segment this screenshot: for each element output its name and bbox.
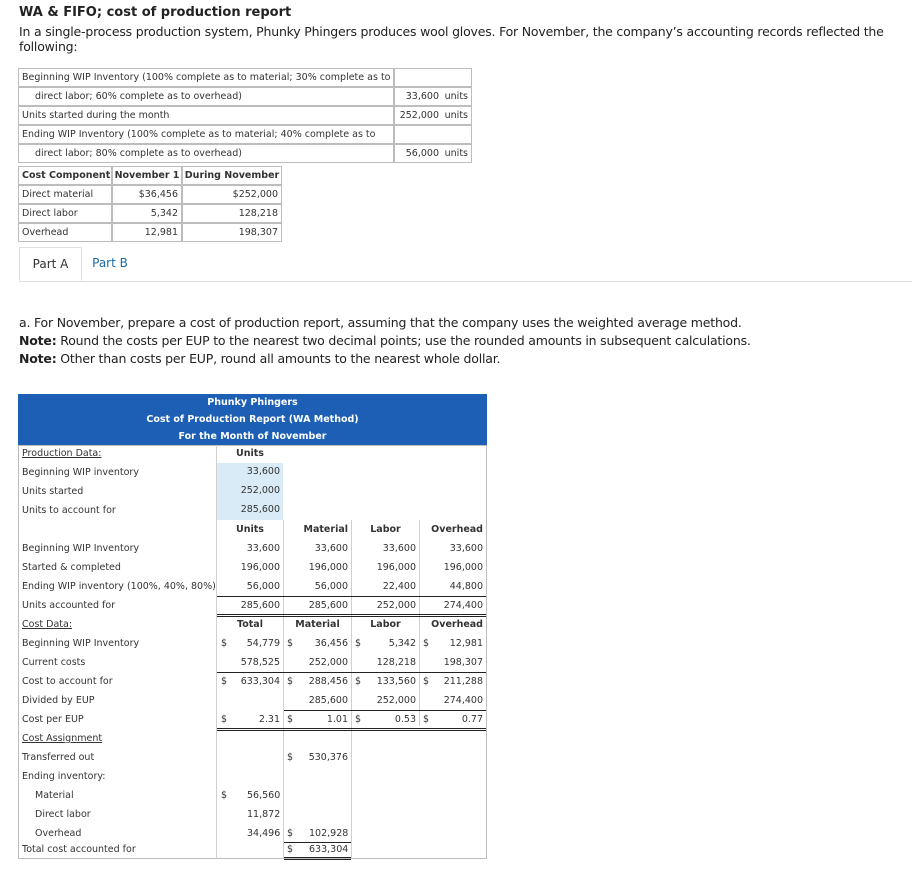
overhead-input[interactable]: 12,981 (449, 638, 483, 649)
cost-assignment-label: Cost Assignment (22, 733, 103, 744)
eup-material-input[interactable]: 33,600 (314, 543, 348, 554)
overhead-input[interactable]: 274,400 (443, 695, 483, 706)
ending-labor-label: Direct labor (35, 809, 91, 820)
eup-row-label: Beginning WIP Inventory (22, 543, 140, 554)
dollar-sign: $ (287, 828, 294, 839)
dollar-sign: $ (355, 714, 362, 725)
account-for-units-input[interactable]: 285,600 (217, 501, 283, 520)
dollar-sign: $ (287, 676, 294, 687)
cost-row-label: Divided by EUP (22, 695, 95, 706)
given-row3-value: 56,000 units (394, 144, 472, 163)
eup-header-labor: Labor (370, 524, 401, 535)
labor-input[interactable]: 252,000 (376, 695, 416, 706)
report-header (18, 394, 487, 445)
dollar-sign: $ (221, 714, 228, 725)
overhead-input[interactable]: 0.77 (461, 714, 483, 725)
problem-intro: In a single-process production system, Phunky Phingers produces wool gloves. For November, the company’s accounting records reflected the following: (19, 24, 884, 54)
eup-overhead-input[interactable]: 44,800 (449, 581, 483, 592)
material-input[interactable]: 288,456 (308, 676, 348, 687)
units-header: Units (236, 448, 264, 459)
dollar-sign: $ (287, 844, 294, 855)
production-data-label: Production Data: (22, 448, 102, 459)
eup-labor-input[interactable]: 252,000 (376, 600, 416, 611)
cost-header-overhead: Overhead (431, 619, 483, 630)
eup-row-label: Started & completed (22, 562, 121, 573)
cost-data-label: Cost Data: (22, 619, 73, 630)
ending-overhead-label: Overhead (35, 828, 82, 839)
given-row3-line1: Ending WIP Inventory (100% complete as to material; 40% complete as to (18, 125, 394, 144)
cost-row-during: $252,000 (182, 185, 282, 204)
cost-row-nov1: 12,981 (112, 223, 182, 242)
part-tabs (19, 247, 912, 282)
cost-header-during: During November (182, 166, 282, 185)
material-input[interactable]: 36,456 (314, 638, 348, 649)
eup-header-overhead: Overhead (431, 524, 483, 535)
cost-header-component: Cost Component (18, 166, 112, 185)
given-row3-line2: direct labor; 80% complete as to overhead) (18, 144, 394, 163)
dollar-sign: $ (221, 790, 228, 801)
eup-units-input[interactable]: 33,600 (246, 543, 280, 554)
cost-row-during: 128,218 (182, 204, 282, 223)
overhead-input[interactable]: 211,288 (443, 676, 483, 687)
report-company: Phunky Phingers (207, 397, 298, 408)
cost-header-nov1: November 1 (112, 166, 182, 185)
total-input[interactable]: 578,525 (240, 657, 280, 668)
ending-material-input[interactable]: 56,560 (247, 790, 281, 801)
instruction-line: a. For November, prepare a cost of production report, assuming that the company uses the weighted average method. (19, 315, 742, 330)
started-units-input[interactable]: 252,000 (217, 482, 283, 501)
eup-material-input[interactable]: 56,000 (314, 581, 348, 592)
dollar-sign: $ (355, 638, 362, 649)
eup-overhead-input[interactable]: 33,600 (449, 543, 483, 554)
given-row2-label: Units started during the month (18, 106, 394, 125)
total-accounted-label: Total cost accounted for (22, 844, 136, 855)
dollar-sign: $ (423, 714, 430, 725)
given-row1-line1: Beginning WIP Inventory (100% complete as to material; 30% complete as to (18, 68, 394, 87)
eup-row-label: Units accounted for (22, 600, 116, 611)
problem-title: WA & FIFO; cost of production report (19, 5, 292, 20)
report-period: For the Month of November (178, 431, 327, 442)
dollar-sign: $ (287, 638, 294, 649)
eup-overhead-input[interactable]: 196,000 (443, 562, 483, 573)
cost-header-material: Material (295, 619, 340, 630)
cost-header-labor: Labor (370, 619, 401, 630)
ending-inventory-label: Ending inventory: (22, 771, 106, 782)
ending-total-input[interactable]: 102,928 (309, 828, 349, 839)
eup-material-input[interactable]: 196,000 (308, 562, 348, 573)
tab-part-a[interactable]: Part A (19, 247, 82, 281)
transferred-out-input[interactable]: 530,376 (308, 752, 348, 763)
cost-header-total: Total (237, 619, 263, 630)
dollar-sign: $ (355, 676, 362, 687)
labor-input[interactable]: 0.53 (394, 714, 416, 725)
account-for-label: Units to account for (22, 505, 116, 516)
ending-overhead-input[interactable]: 34,496 (247, 828, 281, 839)
cost-row-nov1: $36,456 (112, 185, 182, 204)
total-input[interactable]: 54,779 (246, 638, 280, 649)
eup-labor-input[interactable]: 196,000 (376, 562, 416, 573)
cost-row-label: Cost to account for (22, 676, 113, 687)
cost-row-during: 198,307 (182, 223, 282, 242)
ending-material-label: Material (35, 790, 74, 801)
transferred-out-label: Transferred out (22, 752, 95, 763)
cost-row-nov1: 5,342 (112, 204, 182, 223)
given-row2-value: 252,000 units (394, 106, 472, 125)
given-row1-line2: direct labor; 60% complete as to overhead) (18, 87, 394, 106)
eup-overhead-input[interactable]: 274,400 (443, 600, 483, 611)
material-input[interactable]: 285,600 (308, 695, 348, 706)
dollar-sign: $ (423, 638, 430, 649)
dollar-sign: $ (287, 752, 294, 763)
cost-row-label: Beginning WIP Inventory (22, 638, 140, 649)
total-input[interactable]: 633,304 (240, 676, 280, 687)
material-input[interactable]: 252,000 (308, 657, 348, 668)
instructions (19, 314, 751, 368)
total-accounted-input[interactable]: 633,304 (309, 844, 349, 855)
note-line-1: Note: Round the costs per EUP to the nearest two decimal points; use the rounded amounts in subsequent calculations. (19, 333, 751, 348)
given-row1-value: 33,600 units (394, 87, 472, 106)
eup-header-material: Material (303, 524, 348, 535)
beg-wip-label: Beginning WIP inventory (22, 467, 139, 478)
labor-input[interactable]: 128,218 (376, 657, 416, 668)
eup-labor-input[interactable]: 33,600 (382, 543, 416, 554)
labor-input[interactable]: 133,560 (376, 676, 416, 687)
eup-material-input[interactable]: 285,600 (308, 600, 348, 611)
tab-part-b[interactable]: Part B (92, 256, 128, 270)
report-title: Cost of Production Report (WA Method) (146, 414, 359, 425)
total-input[interactable]: 2.31 (258, 714, 280, 725)
dollar-sign: $ (221, 676, 228, 687)
dollar-sign: $ (221, 638, 228, 649)
eup-labor-input[interactable]: 22,400 (382, 581, 416, 592)
note-line-2: Note: Other than costs per EUP, round all amounts to the nearest whole dollar. (19, 351, 501, 366)
dollar-sign: $ (423, 676, 430, 687)
material-input[interactable]: 1.01 (326, 714, 348, 725)
cost-row-label: Direct labor (18, 204, 112, 223)
eup-header-units: Units (236, 524, 264, 535)
dollar-sign: $ (287, 714, 294, 725)
labor-input[interactable]: 5,342 (388, 638, 416, 649)
eup-units-input[interactable]: 196,000 (240, 562, 280, 573)
cost-row-label: Overhead (18, 223, 112, 242)
cost-row-label: Cost per EUP (22, 714, 84, 725)
beg-wip-units-input[interactable]: 33,600 (217, 463, 283, 482)
eup-units-input[interactable]: 285,600 (240, 600, 280, 611)
started-label: Units started (22, 486, 84, 497)
cost-row-label: Direct material (18, 185, 112, 204)
eup-units-input[interactable]: 56,000 (246, 581, 280, 592)
overhead-input[interactable]: 198,307 (443, 657, 483, 668)
ending-labor-input[interactable]: 11,872 (247, 809, 281, 820)
cost-row-label: Current costs (22, 657, 86, 668)
eup-row-label: Ending WIP inventory (100%, 40%, 80%) (22, 581, 216, 592)
